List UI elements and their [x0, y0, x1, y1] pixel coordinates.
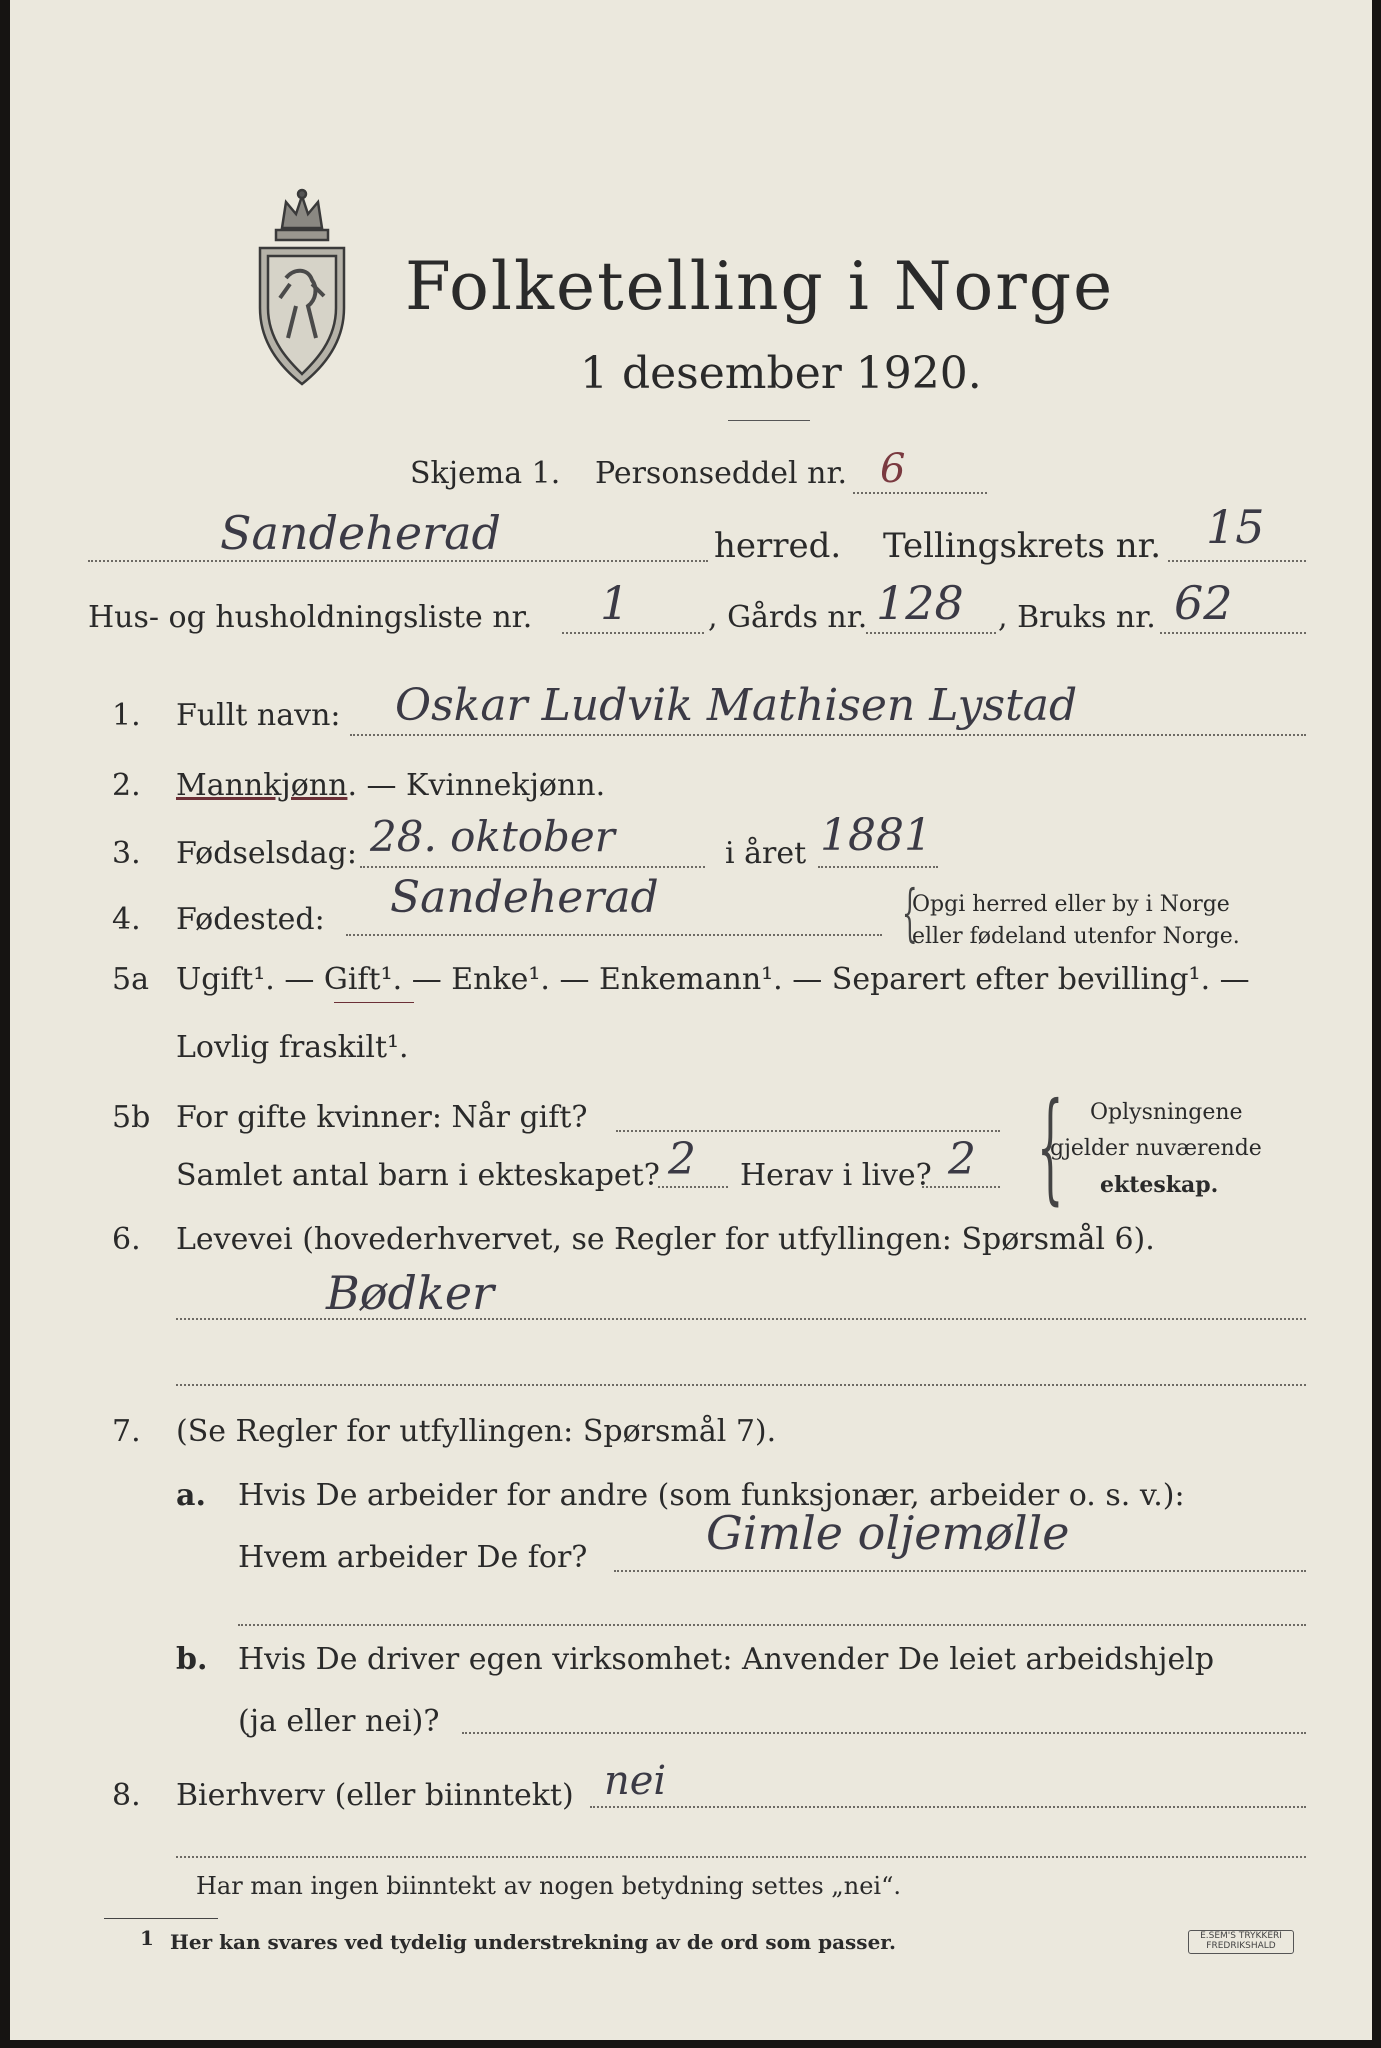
- q5b-children-value: 2: [668, 1134, 696, 1185]
- tellingskrets-label: Tellingskrets nr.: [883, 526, 1162, 566]
- q6-line-2: [176, 1384, 1306, 1386]
- liste-label: Hus- og husholdningsliste nr.: [88, 600, 533, 635]
- herred-value: Sandeherad: [220, 506, 501, 560]
- q7b-line-1: Hvis De driver egen virksomhet: Anvender De leiet arbeidshjelp: [238, 1642, 1215, 1677]
- q7-label: (Se Regler for utfyllingen: Spørsmål 7).: [176, 1414, 777, 1449]
- q2-end: .: [595, 768, 606, 803]
- q6-value: Bødker: [326, 1266, 495, 1320]
- q5a-options-line-2: Lovlig fraskilt¹.: [176, 1030, 409, 1065]
- footnote-text: Her kan svares ved tydelig understrekning av de ord som passer.: [170, 1930, 896, 1954]
- q7a-line-extra: [238, 1624, 1306, 1626]
- q7a-letter: a.: [176, 1478, 206, 1513]
- footer-note: Har man ingen biinntekt av nogen betydning settes „nei“.: [196, 1872, 901, 1900]
- q1-value: Oskar Ludvik Mathisen Lystad: [395, 680, 1078, 731]
- q8-line-extra: [176, 1856, 1306, 1858]
- tellingskrets-line: [1168, 560, 1306, 562]
- q4-line: [346, 934, 882, 936]
- norway-coat-of-arms-icon: [246, 188, 358, 388]
- liste-value: 1: [600, 576, 630, 630]
- q5b-alive-value: 2: [948, 1134, 976, 1185]
- q5b-alive-label: Herav i live?: [740, 1158, 932, 1193]
- q8-value: nei: [604, 1758, 667, 1804]
- gards-label: , Gårds nr.: [708, 600, 868, 635]
- q7-number: 7.: [112, 1414, 141, 1449]
- q7b-letter: b.: [176, 1642, 208, 1677]
- census-form-sheet: [10, 0, 1372, 2040]
- q1-line: [350, 734, 1306, 736]
- q2-options: [176, 768, 605, 803]
- q5a-options: Ugift¹. — Gift¹. — Enke¹. — Enkemann¹. — Separert efter bevilling¹. —: [176, 962, 1250, 997]
- q4-number: 4.: [112, 902, 141, 937]
- q4-note-2: eller fødeland utenfor Norge.: [912, 924, 1240, 949]
- q3-number: 3.: [112, 836, 141, 871]
- q5b-note-1: Oplysningene: [1090, 1100, 1243, 1125]
- q2-female: Kvinnekjønn: [406, 768, 596, 803]
- gards-value: 128: [876, 576, 964, 630]
- q3-year-label: i året: [725, 836, 807, 871]
- skjema-label: Skjema 1.: [410, 456, 561, 491]
- herred-label: herred.: [714, 526, 842, 566]
- q1-number: 1.: [112, 698, 141, 733]
- q5a-gift-underline: [334, 1002, 414, 1003]
- q4-label: Fødested:: [176, 902, 325, 937]
- footnote-divider: [104, 1918, 218, 1919]
- q6-line-1: [176, 1318, 1306, 1320]
- q4-value: Sandeherad: [390, 872, 659, 923]
- tellingskrets-value: 15: [1206, 500, 1265, 554]
- q3-value: 28. oktober: [370, 812, 615, 861]
- bruks-label: , Bruks nr.: [998, 600, 1156, 635]
- q5b-married-line: [616, 1130, 1000, 1132]
- q3-year-line: [818, 866, 938, 868]
- q7a-line-2: Hvem arbeider De for?: [238, 1540, 588, 1575]
- q4-note-1: Opgi herred eller by i Norge: [912, 892, 1230, 917]
- q5b-number: 5b: [112, 1100, 151, 1135]
- q8-line: [590, 1806, 1306, 1808]
- q5b-brace: {: [1036, 1078, 1064, 1217]
- personseddel-label: Personseddel nr.: [595, 456, 848, 491]
- q2-number: 2.: [112, 768, 141, 803]
- q6-number: 6.: [112, 1222, 141, 1257]
- printer-stamp-line-2: FREDRIKSHALD: [1206, 1941, 1276, 1951]
- q5a-number: 5a: [112, 962, 149, 997]
- q1-label: Fullt navn:: [176, 698, 341, 733]
- q8-label: Bierhverv (eller biinntekt): [176, 1778, 574, 1813]
- q7a-value: Gimle oljemølle: [706, 1506, 1070, 1560]
- q7b-line-2: (ja eller nei)?: [238, 1704, 440, 1739]
- q5b-alive-line: [922, 1186, 1000, 1188]
- herred-line: [88, 560, 708, 562]
- q3-year: 1881: [820, 810, 932, 861]
- q2-male: Mannkjønn: [176, 768, 348, 803]
- q7a-line-1: Hvis De arbeider for andre (som funksjonær, arbeider o. s. v.):: [238, 1478, 1185, 1513]
- q2-separator: . —: [347, 768, 407, 803]
- form-title: Folketelling i Norge: [405, 248, 1115, 325]
- title-divider: [728, 420, 810, 421]
- gards-line: [866, 632, 996, 634]
- q5b-note-3: ekteskap.: [1100, 1172, 1219, 1198]
- q4-brace: {: [901, 876, 918, 949]
- q8-number: 8.: [112, 1778, 141, 1813]
- personseddel-line: [853, 492, 987, 494]
- q3-line: [360, 866, 705, 868]
- bruks-line: [1160, 632, 1306, 634]
- personseddel-value: 6: [880, 446, 906, 492]
- printer-stamp-line-1: E.SEM'S TRYKKERI: [1200, 1931, 1282, 1941]
- q7b-line: [462, 1732, 1306, 1734]
- q6-label: Levevei (hovederhvervet, se Regler for utfyllingen: Spørsmål 6).: [176, 1222, 1155, 1257]
- printer-stamp: [1188, 1930, 1294, 1954]
- q7a-line: [614, 1570, 1306, 1572]
- bruks-value: 62: [1174, 576, 1233, 630]
- liste-line: [562, 632, 704, 634]
- q5b-label-2: Samlet antal barn i ekteskapet?: [176, 1158, 660, 1193]
- form-date: 1 desember 1920.: [580, 348, 982, 399]
- footnote-mark: 1: [140, 1926, 154, 1950]
- q5b-children-line: [658, 1186, 728, 1188]
- q3-label: Fødselsdag:: [176, 836, 357, 871]
- q5b-label-1: For gifte kvinner: Når gift?: [176, 1100, 588, 1135]
- q5b-note-2: gjelder nuværende: [1050, 1136, 1262, 1161]
